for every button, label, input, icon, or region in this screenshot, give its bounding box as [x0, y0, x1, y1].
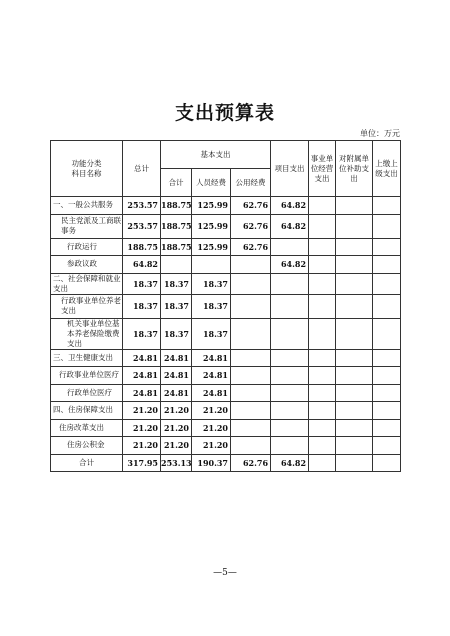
cell-personnel: 24.81 [192, 349, 231, 367]
cell-total: 24.81 [123, 384, 161, 402]
cell-project: 64.82 [271, 214, 309, 238]
header-row-1 [51, 141, 401, 169]
cell-public [231, 256, 271, 274]
cell-subtotal: 24.81 [161, 349, 192, 367]
table-row [51, 273, 401, 294]
row-name: 行政单位医疗 [51, 384, 123, 402]
cell-public: 62.76 [231, 197, 271, 215]
row-name: 三、卫生健康支出 [51, 349, 123, 367]
cell-personnel: 24.81 [192, 367, 231, 385]
cell-total: 18.37 [123, 294, 161, 318]
cell-subtotal: 188.75 [161, 214, 192, 238]
cell-public: 62.76 [231, 238, 271, 256]
cell-higher [373, 256, 401, 274]
cell-public [231, 367, 271, 385]
cell-subtotal: 253.13 [161, 454, 192, 472]
cell-higher [373, 419, 401, 437]
cell-enterprise [309, 256, 336, 274]
cell-project [271, 294, 309, 318]
cell-project [271, 367, 309, 385]
cell-project [271, 437, 309, 455]
cell-enterprise [309, 454, 336, 472]
cell-enterprise [309, 349, 336, 367]
table-row [51, 437, 401, 455]
cell-enterprise [309, 214, 336, 238]
page-title: 支出预算表 [174, 102, 275, 124]
cell-subtotal: 18.37 [161, 318, 192, 349]
cell-higher [373, 349, 401, 367]
cell-total: 24.81 [123, 349, 161, 367]
cell-subtotal: 188.75 [161, 238, 192, 256]
row-name: 四、住房保障支出 [51, 402, 123, 420]
cell-project [271, 238, 309, 256]
cell-personnel: 21.20 [192, 437, 231, 455]
table-row [51, 419, 401, 437]
row-name: 民主党派及工商联事务 [51, 214, 123, 238]
cell-project [271, 273, 309, 294]
budget-table [50, 140, 401, 472]
row-name: 住房改革支出 [51, 419, 123, 437]
cell-public [231, 318, 271, 349]
cell-enterprise [309, 273, 336, 294]
header-subtotal: 合计 [161, 169, 192, 197]
header-higher: 上缴上级支出 [373, 141, 401, 197]
table-row [51, 214, 401, 238]
cell-higher [373, 214, 401, 238]
cell-subtotal: 18.37 [161, 273, 192, 294]
table-row [51, 197, 401, 215]
table-row [51, 256, 401, 274]
row-name: 行政运行 [51, 238, 123, 256]
cell-project: 64.82 [271, 256, 309, 274]
cell-total: 253.57 [123, 214, 161, 238]
header-enterprise: 事业单位经营支出 [309, 141, 336, 197]
cell-total: 21.20 [123, 402, 161, 420]
table-row-total [51, 454, 401, 472]
cell-higher [373, 367, 401, 385]
cell-subtotal: 21.20 [161, 419, 192, 437]
header-total: 总计 [123, 141, 161, 197]
cell-personnel: 21.20 [192, 402, 231, 420]
cell-higher [373, 402, 401, 420]
cell-subsidy [336, 238, 373, 256]
cell-enterprise [309, 197, 336, 215]
cell-public: 62.76 [231, 454, 271, 472]
table-row [51, 238, 401, 256]
cell-higher [373, 318, 401, 349]
cell-total: 188.75 [123, 238, 161, 256]
header-subsidy: 对附属单位补助支出 [336, 141, 373, 197]
cell-subtotal: 21.20 [161, 437, 192, 455]
cell-project: 64.82 [271, 454, 309, 472]
cell-subsidy [336, 273, 373, 294]
cell-subtotal [161, 256, 192, 274]
cell-public [231, 273, 271, 294]
row-name: 合计 [51, 454, 123, 472]
unit-label: 单位：万元 [360, 129, 400, 138]
cell-higher [373, 238, 401, 256]
cell-subtotal: 21.20 [161, 402, 192, 420]
cell-subtotal: 188.75 [161, 197, 192, 215]
cell-total: 64.82 [123, 256, 161, 274]
cell-subsidy [336, 384, 373, 402]
cell-subsidy [336, 349, 373, 367]
cell-higher [373, 197, 401, 215]
header-category-line2: 科目名称 [71, 168, 102, 178]
cell-enterprise [309, 419, 336, 437]
header-category [51, 141, 123, 197]
cell-enterprise [309, 402, 336, 420]
cell-enterprise [309, 294, 336, 318]
cell-total: 18.37 [123, 273, 161, 294]
cell-higher [373, 384, 401, 402]
cell-enterprise [309, 437, 336, 455]
cell-personnel: 18.37 [192, 294, 231, 318]
cell-subtotal: 18.37 [161, 294, 192, 318]
cell-project: 64.82 [271, 197, 309, 215]
cell-project [271, 402, 309, 420]
table-row [51, 349, 401, 367]
cell-total: 253.57 [123, 197, 161, 215]
cell-total: 18.37 [123, 318, 161, 349]
cell-total: 24.81 [123, 367, 161, 385]
cell-personnel: 21.20 [192, 419, 231, 437]
cell-personnel: 125.99 [192, 238, 231, 256]
cell-project [271, 419, 309, 437]
cell-personnel: 18.37 [192, 318, 231, 349]
header-category-line1: 功能分类 [71, 158, 102, 168]
row-name: 行政事业单位养老支出 [51, 294, 123, 318]
row-name: 住房公积金 [51, 437, 123, 455]
cell-public [231, 294, 271, 318]
table-row [51, 367, 401, 385]
cell-subsidy [336, 256, 373, 274]
cell-project [271, 349, 309, 367]
cell-higher [373, 437, 401, 455]
row-name: 一、一般公共服务 [51, 197, 123, 215]
header-project: 项目支出 [271, 141, 309, 197]
cell-public [231, 419, 271, 437]
table-row [51, 294, 401, 318]
cell-personnel: 18.37 [192, 273, 231, 294]
table-row [51, 402, 401, 420]
row-name: 行政事业单位医疗 [51, 367, 123, 385]
cell-public [231, 384, 271, 402]
cell-total: 21.20 [123, 419, 161, 437]
cell-personnel: 125.99 [192, 214, 231, 238]
cell-subsidy [336, 367, 373, 385]
cell-project [271, 384, 309, 402]
cell-enterprise [309, 367, 336, 385]
row-name: 机关事业单位基本养老保险缴费支出 [51, 318, 123, 349]
cell-higher [373, 273, 401, 294]
cell-subsidy [336, 419, 373, 437]
cell-higher [373, 294, 401, 318]
cell-subsidy [336, 214, 373, 238]
cell-total: 317.95 [123, 454, 161, 472]
header-public: 公用经费 [231, 169, 271, 197]
cell-subsidy [336, 402, 373, 420]
cell-personnel: 24.81 [192, 384, 231, 402]
header-basic-expense: 基本支出 [161, 141, 271, 169]
page-number: —5— [213, 568, 237, 578]
cell-personnel: 190.37 [192, 454, 231, 472]
row-name: 参政议政 [51, 256, 123, 274]
cell-enterprise [309, 384, 336, 402]
row-name: 二、社会保障和就业支出 [51, 273, 123, 294]
header-personnel: 人员经费 [192, 169, 231, 197]
cell-higher [373, 454, 401, 472]
cell-subtotal: 24.81 [161, 367, 192, 385]
cell-enterprise [309, 318, 336, 349]
cell-subsidy [336, 454, 373, 472]
table-row [51, 318, 401, 349]
cell-project [271, 318, 309, 349]
cell-enterprise [309, 238, 336, 256]
table-row [51, 384, 401, 402]
cell-personnel: 125.99 [192, 197, 231, 215]
cell-personnel [192, 256, 231, 274]
cell-subsidy [336, 437, 373, 455]
cell-subsidy [336, 197, 373, 215]
cell-public [231, 437, 271, 455]
cell-public [231, 349, 271, 367]
cell-public: 62.76 [231, 214, 271, 238]
cell-subsidy [336, 318, 373, 349]
cell-total: 21.20 [123, 437, 161, 455]
cell-subsidy [336, 294, 373, 318]
cell-public [231, 402, 271, 420]
cell-subtotal: 24.81 [161, 384, 192, 402]
